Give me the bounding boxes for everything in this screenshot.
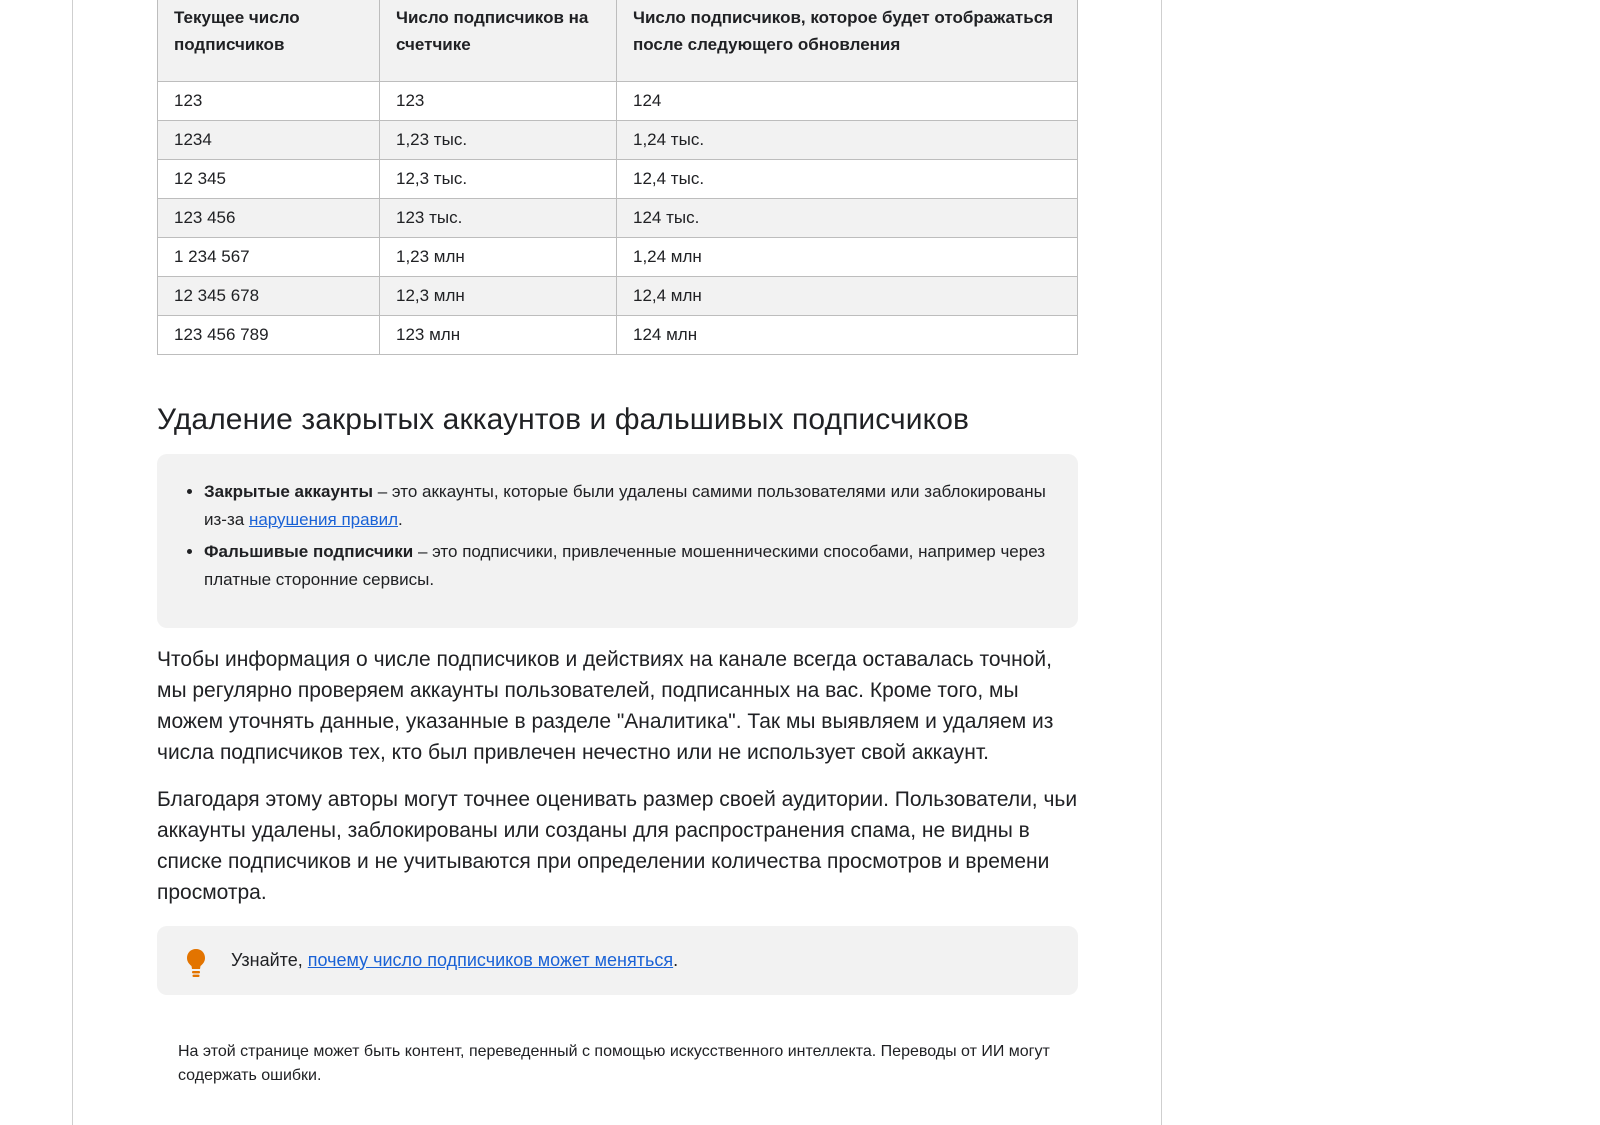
table-row [158,315,1078,354]
definitions-list [187,478,1048,594]
cell-next: 1,24 тыс. [617,120,1078,159]
table-row [158,198,1078,237]
cell-current: 1234 [158,120,380,159]
cell-next: 12,4 млн [617,276,1078,315]
cell-counter: 12,3 тыс. [380,159,617,198]
tip-prefix: Узнайте, [231,949,303,970]
tip-box [157,926,1078,995]
cell-counter: 1,23 млн [380,237,617,276]
cell-current: 123 456 [158,198,380,237]
cell-counter: 12,3 млн [380,276,617,315]
cell-counter: 123 млн [380,315,617,354]
list-item-fake-subscribers [204,538,1048,594]
section-heading: Удаление закрытых аккаунтов и фальшивых подписчиков [157,402,970,436]
cell-next: 1,24 млн [617,237,1078,276]
paragraph-benefits: Благодаря этому авторы могут точнее оценивать размер своей аудитории. Пользователи, чьи аккаунты удалены, заблокированы или созданы для распространения спама, не видны в списке подписчиков и не учитываются при определении количества просмотров и времени просмотра. [157,787,1078,904]
subscriber-count-change-link[interactable]: почему число подписчиков может меняться [307,949,674,970]
subscriber-count-table [157,0,1078,355]
table-header-row [158,0,1078,81]
cell-counter: 123 тыс. [380,198,617,237]
header-counter-count: Число подписчиков на счетчике [380,0,617,81]
cell-current: 123 456 789 [158,315,380,354]
definition-fake-subscribers: – это подписчики, привлеченные мошенническими способами, например через платные сторонние сервисы. [204,541,1046,589]
lightbulb-icon [182,947,210,979]
cell-current: 123 [158,81,380,120]
paragraph-verification: Чтобы информация о числе подписчиков и действиях на канале всегда оставалась точной, мы регулярно проверяем аккаунты пользователей, подписанных на вас. Кроме того, мы можем уточнять данные, указанные в разделе "Аналитика". Так мы выявляем и удаляем из числа подписчиков тех, кто был привлечен нечестно или не использует свой аккаунт. [157,647,1054,764]
cell-counter: 123 [380,81,617,120]
cell-next: 124 млн [617,315,1078,354]
table-row [158,81,1078,120]
table-row [158,120,1078,159]
tip-punctuation: . [673,949,679,970]
header-current-count: Текущее число подписчиков [158,0,380,81]
article [157,0,1078,1088]
cell-current: 1 234 567 [158,237,380,276]
cell-next: 124 тыс. [617,198,1078,237]
cell-current: 12 345 678 [158,276,380,315]
header-next-update-count: Число подписчиков, которое будет отображаться после следующего обновления [617,0,1078,81]
term-closed-accounts: Закрытые аккаунты [204,481,374,501]
table-row [158,237,1078,276]
list-item-closed-accounts [204,478,1048,534]
cell-current: 12 345 [158,159,380,198]
table-row [158,159,1078,198]
definitions-callout [157,454,1078,628]
cell-next: 124 [617,81,1078,120]
ai-translation-disclaimer: На этой странице может быть контент, переведенный с помощью искусственного интеллекта. Переводы от ИИ могут содержать ошибки. [178,1042,1050,1084]
term-fake-subscribers: Фальшивые подписчики [204,541,414,561]
cell-next: 12,4 тыс. [617,159,1078,198]
punctuation: . [398,509,403,529]
policy-violations-link[interactable]: нарушения правил [248,509,399,529]
cell-counter: 1,23 тыс. [380,120,617,159]
definition-closed-accounts: – это аккаунты, которые были удалены самими пользователями или заблокированы из-за [204,481,1046,529]
table-row [158,276,1078,315]
